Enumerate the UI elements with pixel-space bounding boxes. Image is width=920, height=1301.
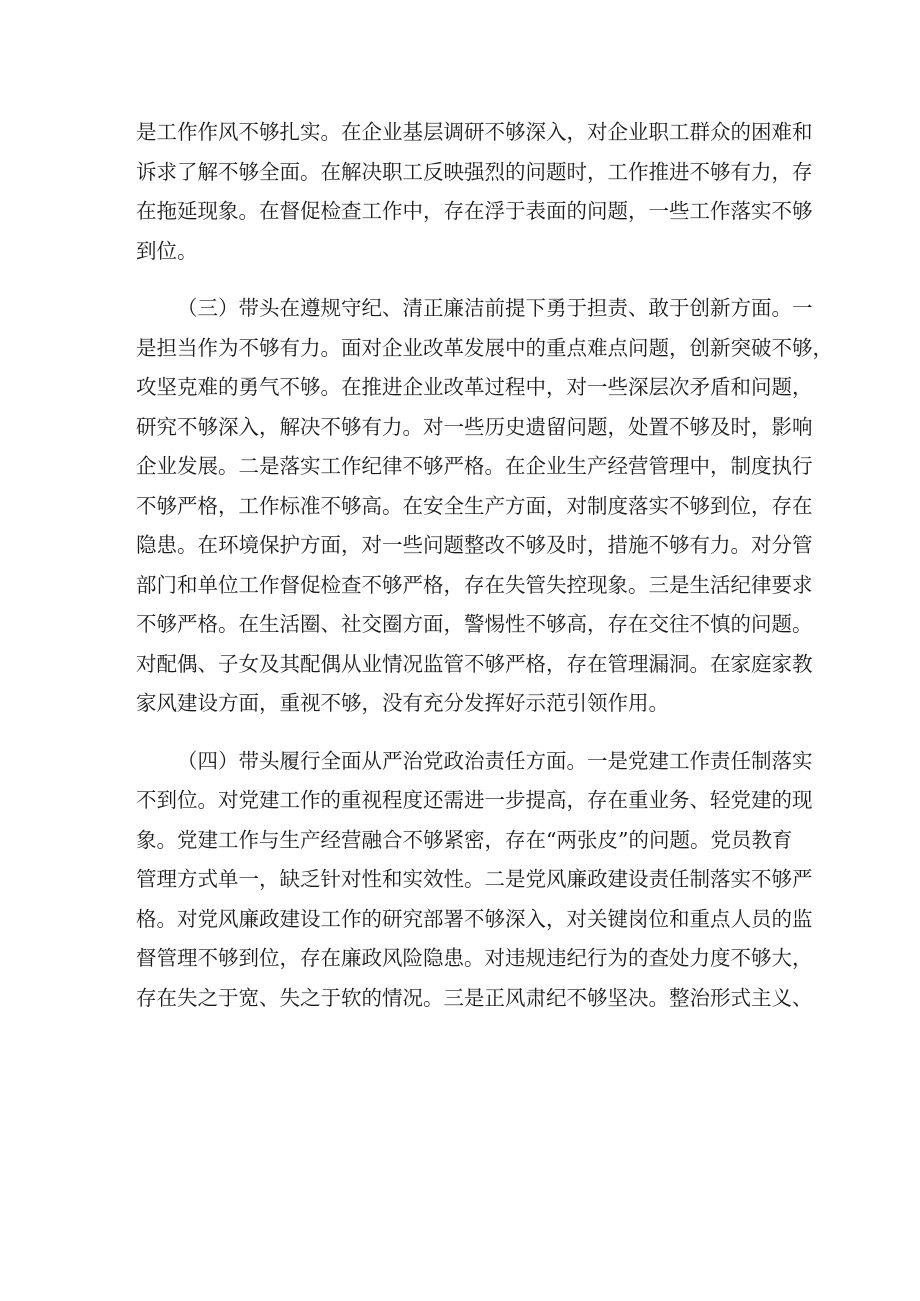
text-line: 象。党建工作与生产经营融合不够紧密，存在“两张皮”的问题。党员教育 [136,827,793,852]
text-line: （四）带头履行全面从严治党政治责任方面。一是党建工作责任制落实 [177,748,813,773]
text-line: 是工作作风不够扎实。在企业基层调研不够深入，对企业职工群众的困难和 [136,120,813,144]
text-line: 存在失之于宽、失之于软的情况。三是正风肃纪不够坚决。整治形式主义、 [136,985,813,1010]
text-line: 家风建设方面，重视不够，没有充分发挥好示范引领作用。 [136,691,669,715]
text-line: 研究不够深入，解决不够有力。对一些历史遗留问题，处置不够及时，影响 [136,414,813,439]
text-line: 诉求了解不够全面。在解决职工反映强烈的问题时，工作推进不够有力，存 [136,159,813,184]
document-body [136,113,833,1018]
text-line: 在拖延现象。在督促检查工作中，存在浮于表面的问题，一些工作落实不够 [136,199,813,223]
text-line: 督管理不够到位，存在廉政风险隐患。对违规违纪行为的查处力度不够大， [136,946,813,970]
paragraph-section-4 [136,742,813,1019]
text-line: 不够严格。在生活圈、社交圈方面，警惕性不够高，存在交往不慎的问题。 [136,612,813,636]
paragraph-gap [136,724,790,742]
text-line: 部门和单位工作督促检查不够严格，存在失管失控现象。三是生活纪律要求 [136,572,813,597]
text-line: 格。对党风廉政建设工作的研究部署不够深入，对关键岗位和重点人员的监 [136,906,813,931]
text-line: 隐患。在环境保护方面，对一些问题整改不够及时，措施不够有力。对分管 [136,533,813,557]
text-line: 到位。 [136,238,198,263]
paragraph-gap [136,271,790,289]
text-line: 攻坚克难的勇气不够。在推进企业改革过程中，对一些深层次矛盾和问题， [136,375,813,399]
text-line: 管理方式单一，缺乏针对性和实效性。二是党风廉政建设责任制落实不够严 [136,867,813,891]
text-line: 企业发展。二是落实工作纪律不够严格。在企业生产经营管理中，制度执行 [136,454,813,478]
paragraph-section-3 [136,289,833,724]
text-line: （三）带头在遵规守纪、清正廉洁前提下勇于担责、敢于创新方面。一 [177,296,813,320]
text-line: 对配偶、子女及其配偶从业情况监管不够严格，存在管理漏洞。在家庭家教 [136,651,813,676]
text-line: 不到位。对党建工作的重视程度还需进一步提高，存在重业务、轻党建的现 [136,788,813,812]
text-line: 是担当作为不够有力。面对企业改革发展中的重点难点问题，创新突破不够， [136,335,833,360]
paragraph-continuation [136,113,813,271]
text-line: 不够严格，工作标准不够高。在安全生产方面，对制度落实不够到位，存在 [136,493,813,518]
